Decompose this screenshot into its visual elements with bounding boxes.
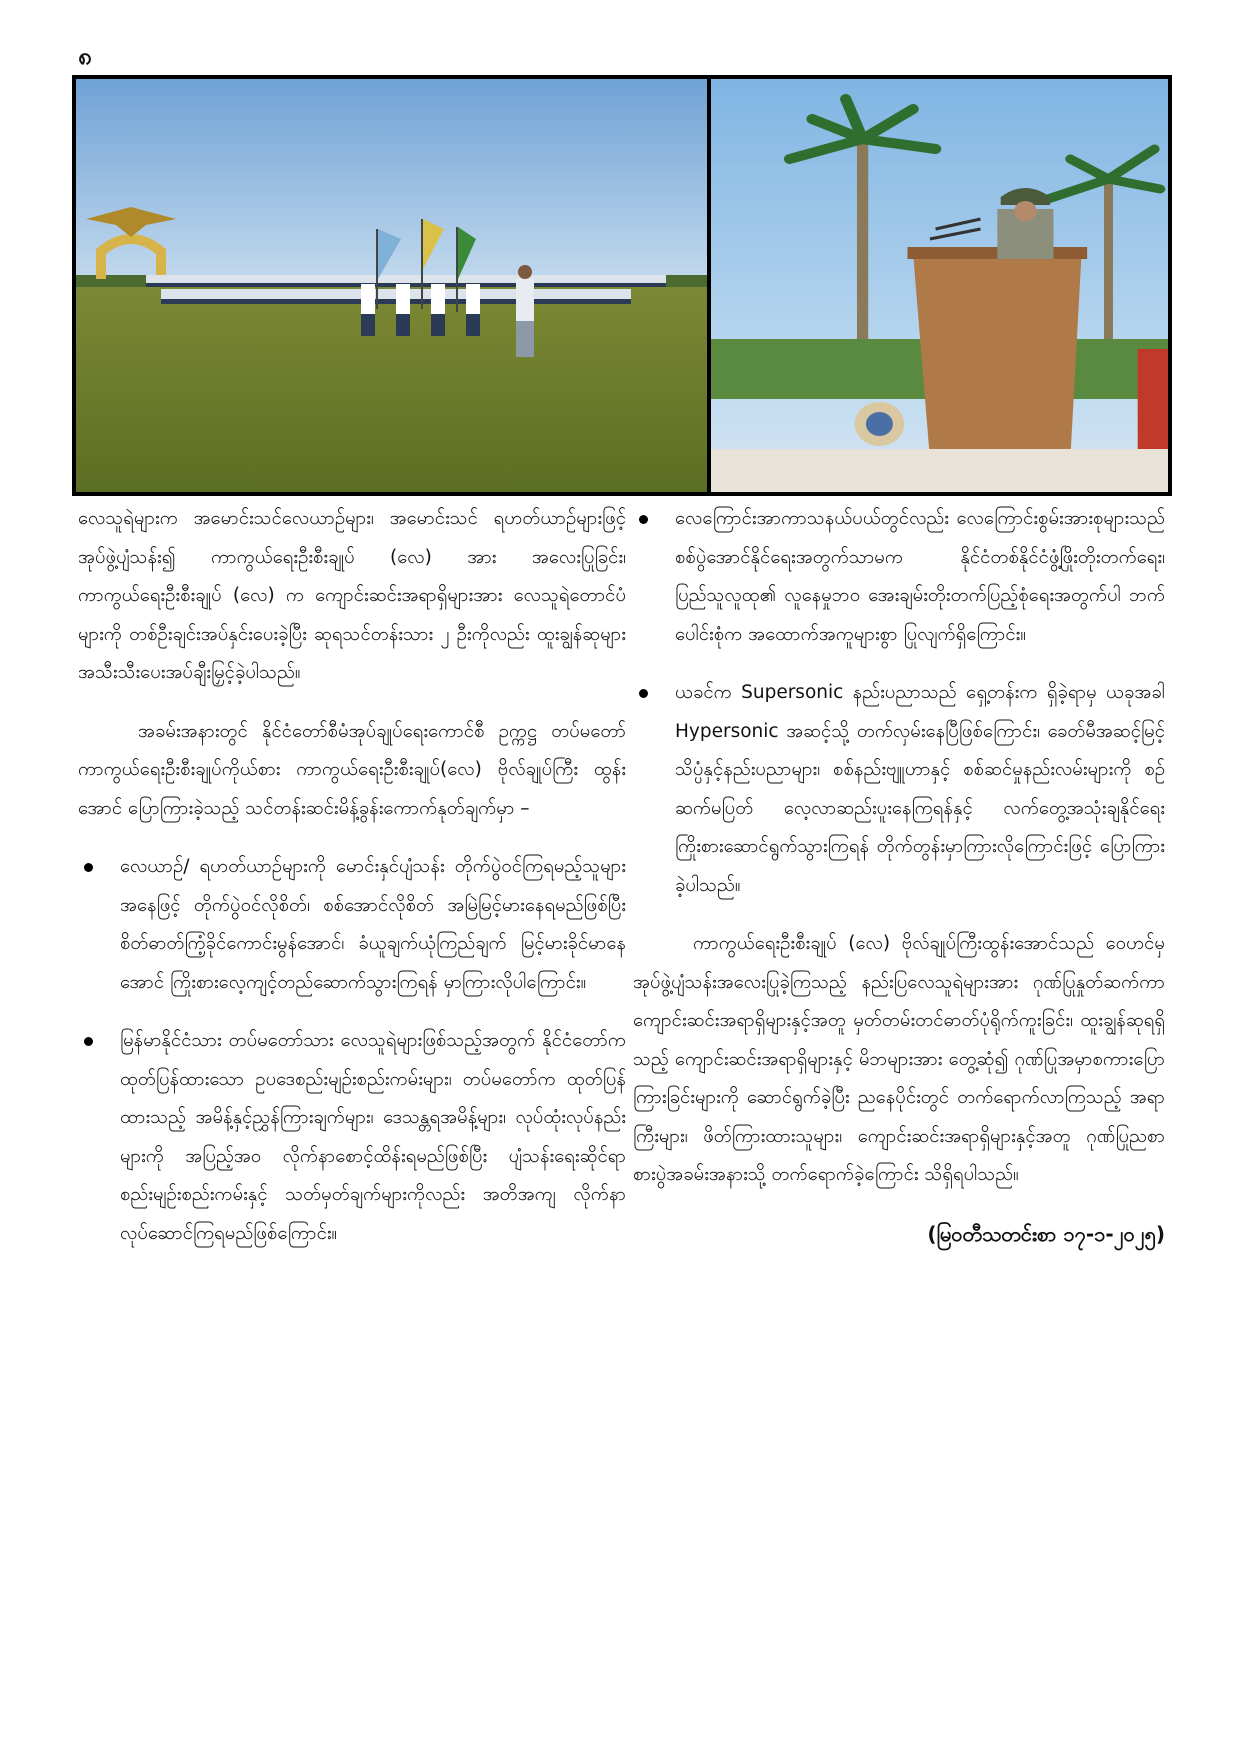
bullet-list <box>78 848 626 1253</box>
right-column <box>633 500 1165 1253</box>
bullet-icon <box>639 515 648 524</box>
bullet-icon <box>639 689 648 698</box>
list-item <box>633 500 1165 654</box>
parade-ground-photo <box>76 79 711 492</box>
list-item <box>78 848 626 1002</box>
paragraph: အခမ်းအနားတွင် နိုင်ငံတော်စီမံအုပ်ချုပ်ရေးကောင်စီ ဥက္ကဋ္ဌ တပ်မတော်ကာကွယ်ရေးဦးစီးချုပ်ကိုယ်စား ကာကွယ်ရေးဦးစီးချုပ်(လေ) ဗိုလ်ချုပ်ကြီး ထွန်းအောင် ပြောကြားခဲ့သည့် သင်တန်းဆင်းမိန့်ခွန်းကောက်နုတ်ချက်မှာ – <box>78 720 626 819</box>
list-item <box>78 1022 626 1253</box>
left-column <box>78 500 626 1273</box>
photo-row <box>72 75 1172 496</box>
parade-ground-illustration <box>76 79 707 492</box>
speaker-at-podium-photo <box>711 79 1168 492</box>
list-item <box>633 674 1165 905</box>
speaker-illustration <box>711 79 1168 492</box>
list-item-text: လေယာဉ်/ ရဟတ်ယာဉ်များကို မောင်းနှင်ပျံသန်း တိုက်ပွဲဝင်ကြရမည့်သူများအနေဖြင့် တိုက်ပွဲဝင်လိုစိတ်၊ စစ်အောင်လိုစိတ် အမြဲမြင့်မားနေရမည်ဖြစ်ပြီး စိတ်ဓာတ်ကြံ့ခိုင်ကောင်းမွန်အောင်၊ ခံယူချက်ယုံကြည်ချက် မြင့်မားခိုင်မာနေအောင် ကြိုးစားလေ့ကျင့်တည်ဆောက်သွားကြရန် မှာကြားလိုပါကြောင်း။ <box>120 856 626 993</box>
source-citation: (မြဝတီသတင်းစာ ၁၇-၁-၂၀၂၅) <box>927 1221 1165 1246</box>
paragraph: ကာကွယ်ရေးဦးစီးချုပ် (လေ) ဗိုလ်ချုပ်ကြီးထွန်းအောင်သည် ဝေဟင်မှ အုပ်ဖွဲ့ပျံသန်းအလေးပြုခဲ့ကြသည့် နည်းပြလေသူရဲများအား ဂုဏ်ပြုနှုတ်ဆက်ကာ ကျောင်းဆင်းအရာရှိများနှင့်အတူ မှတ်တမ်းတင်ဓာတ်ပုံရိုက်ကူးခြင်း၊ ထူးချွန်ဆုရရှိသည့် ကျောင်းဆင်းအရာရှိများနှင့် မိဘများအား တွေ့ဆုံ၍ ဂုဏ်ပြုအမှာစကားပြောကြားခြင်းများကို ဆောင်ရွက်ခဲ့ပြီး ညနေပိုင်းတွင် တက်ရောက်လာကြသည့် အရာကြီးများ၊ ဖိတ်ကြားထားသူများ၊ ကျောင်းဆင်းအရာရှိများနှင့်အတူ ဂုဏ်ပြုညစာစားပွဲအခမ်းအနားသို့ တက်ရောက်ခဲ့ကြောင်း သိရှိရပါသည်။ <box>633 933 1165 1185</box>
bullet-icon <box>84 863 93 872</box>
bullet-icon <box>84 1037 93 1046</box>
list-item-text: လေကြောင်းအာကာသနယ်ပယ်တွင်လည်း လေကြောင်းစွမ်းအားစုများသည် စစ်ပွဲအောင်နိုင်ရေးအတွက်သာမက နိုင်ငံတစ်နိုင်ငံဖွံ့ဖြိုးတိုးတက်ရေး၊ ပြည်သူလူထု၏ လူနေမှုဘဝ အေးချမ်းတိုးတက်ပြည့်စုံရေးအတွက်ပါ ဘက်ပေါင်းစုံက အထောက်အကူများစွာ ပြုလျက်ရှိကြောင်း။ <box>675 508 1165 645</box>
bullet-list <box>633 500 1165 905</box>
list-item-text: မြန်မာနိုင်ငံသား တပ်မတော်သား လေသူရဲများဖြစ်သည့်အတွက် နိုင်ငံတော်က ထုတ်ပြန်ထားသော ဥပဒေစည်းမျဉ်းစည်းကမ်းများ၊ တပ်မတော်က ထုတ်ပြန်ထားသည့် အမိန့်နှင့်ညွှန်ကြားချက်များ၊ ဒေသန္တရအမိန့်များ၊ လုပ်ထုံးလုပ်နည်းများကို အပြည့်အဝ လိုက်နာစောင့်ထိန်းရမည်ဖြစ်ပြီး ပျံသန်းရေးဆိုင်ရာ စည်းမျဉ်းစည်းကမ်းနှင့် သတ်မှတ်ချက်များကိုလည်း အတိအကျ လိုက်နာလုပ်ဆောင်ကြရမည်ဖြစ်ကြောင်း။ <box>120 1030 626 1244</box>
paragraph: လေသူရဲများက အမောင်းသင်လေယာဉ်များ၊ အမောင်းသင် ရဟတ်ယာဉ်များဖြင့် အုပ်ဖွဲ့ပျံသန်း၍ ကာကွယ်ရေးဦးစီးချုပ် (လေ) အား အလေးပြုခြင်း၊ ကာကွယ်ရေးဦးစီးချုပ် (လေ) က ကျောင်းဆင်းအရာရှိများအား လေသူရဲတောင်ပံများကို တစ်ဦးချင်းအပ်နှင်းပေးခဲ့ပြီး ဆုရသင်တန်းသား ၂ ဦးကိုလည်း ထူးချွန်ဆုများ အသီးသီးပေးအပ်ချီးမြှင့်ခဲ့ပါသည်။ <box>78 508 626 683</box>
page-number: ၈ <box>78 42 92 70</box>
list-item-text: ယခင်က Supersonic နည်းပညာသည် ရှေ့တန်းက ရှိခဲ့ရာမှ ယခုအခါ Hypersonic အဆင့်သို့ တက်လှမ်းနေပြီဖြစ်ကြောင်း၊ ခေတ်မီအဆင့်မြင့် သိပ္ပံနှင့်နည်းပညာများ၊ စစ်နည်းဗျူဟာနှင့် စစ်ဆင်မှုနည်းလမ်းများကို စဉ်ဆက်မပြတ် လေ့လာဆည်းပူးနေကြရန်နှင့် လက်တွေ့အသုံးချနိုင်ရေး ကြိုးစားဆောင်ရွက်သွားကြရန် တိုက်တွန်းမှာကြားလိုကြောင်းဖြင့် ပြောကြားခဲ့ပါသည်။ <box>675 682 1165 896</box>
